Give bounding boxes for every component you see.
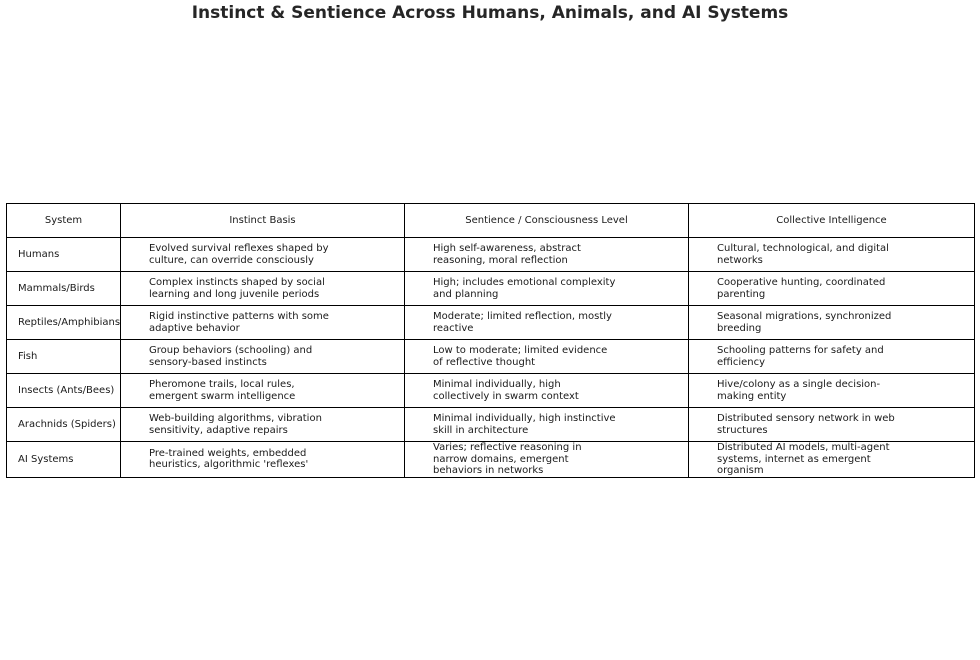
table-row: [7, 408, 975, 442]
comparison-table: [6, 203, 975, 478]
cell-text: Rigid instinctive patterns with some adaptive behavior: [149, 311, 329, 334]
cell-sentience: [405, 442, 689, 478]
cell-text: Group behaviors (schooling) and sensory-based instincts: [149, 345, 313, 368]
cell-text: Web-building algorithms, vibration sensitivity, adaptive repairs: [149, 413, 322, 436]
table-header-row: [7, 204, 975, 238]
cell-instinct: [121, 408, 405, 442]
cell-text: High; includes emotional complexity and planning: [433, 277, 616, 300]
cell-collective: [689, 272, 975, 306]
cell-instinct: [121, 272, 405, 306]
cell-text: Hive/colony as a single decision-making entity: [717, 379, 881, 402]
cell-collective: [689, 238, 975, 272]
cell-collective: [689, 442, 975, 478]
cell-text: Schooling patterns for safety and efficiency: [717, 345, 884, 368]
cell-text: Complex instincts shaped by social learning and long juvenile periods: [149, 277, 325, 300]
table-row: [7, 374, 975, 408]
header-system: System: [7, 204, 121, 238]
header-sentience-level: Sentience / Consciousness Level: [405, 204, 689, 238]
table-row: [7, 238, 975, 272]
cell-sentience: [405, 408, 689, 442]
cell-text: Minimal individually, high instinctive skill in architecture: [433, 413, 616, 436]
cell-text: High self-awareness, abstract reasoning, moral reflection: [433, 243, 581, 266]
cell-text: Pheromone trails, local rules, emergent swarm intelligence: [149, 379, 296, 402]
cell-collective: [689, 374, 975, 408]
cell-collective: [689, 306, 975, 340]
cell-text: Seasonal migrations, synchronized breeding: [717, 311, 892, 334]
cell-sentience: [405, 374, 689, 408]
cell-system: Humans: [7, 238, 121, 272]
cell-text: Cooperative hunting, coordinated parenting: [717, 277, 886, 300]
cell-instinct: [121, 442, 405, 478]
cell-collective: [689, 408, 975, 442]
cell-instinct: [121, 340, 405, 374]
cell-text: Distributed sensory network in web structures: [717, 413, 895, 436]
table-row: [7, 442, 975, 478]
cell-instinct: [121, 306, 405, 340]
table-row: [7, 306, 975, 340]
cell-text: Cultural, technological, and digital networks: [717, 243, 889, 266]
cell-sentience: [405, 306, 689, 340]
cell-sentience: [405, 272, 689, 306]
cell-sentience: [405, 340, 689, 374]
cell-text: Pre-trained weights, embedded heuristics, algorithmic 'reflexes': [149, 447, 309, 471]
header-collective-intelligence: Collective Intelligence: [689, 204, 975, 238]
cell-text: Varies; reflective reasoning in narrow domains, emergent behaviors in networks: [433, 442, 582, 476]
cell-collective: [689, 340, 975, 374]
cell-system: Reptiles/Amphibians: [7, 306, 121, 340]
cell-system: AI Systems: [7, 442, 121, 478]
cell-instinct: [121, 238, 405, 272]
cell-system: Fish: [7, 340, 121, 374]
cell-sentience: [405, 238, 689, 272]
table-row: [7, 340, 975, 374]
cell-text: Minimal individually, high collectively in swarm context: [433, 379, 579, 402]
cell-text: Low to moderate; limited evidence of reflective thought: [433, 345, 608, 368]
header-instinct-basis: Instinct Basis: [121, 204, 405, 238]
cell-system: Arachnids (Spiders): [7, 408, 121, 442]
chart-title: Instinct & Sentience Across Humans, Animals, and AI Systems: [191, 3, 789, 23]
cell-text: Evolved survival reflexes shaped by culture, can override consciously: [149, 243, 329, 266]
table-row: [7, 272, 975, 306]
cell-text: Moderate; limited reflection, mostly reactive: [433, 311, 612, 334]
cell-instinct: [121, 374, 405, 408]
cell-system: Mammals/Birds: [7, 272, 121, 306]
cell-text: Distributed AI models, multi-agent systems, internet as emergent organism: [717, 442, 890, 476]
cell-system: Insects (Ants/Bees): [7, 374, 121, 408]
